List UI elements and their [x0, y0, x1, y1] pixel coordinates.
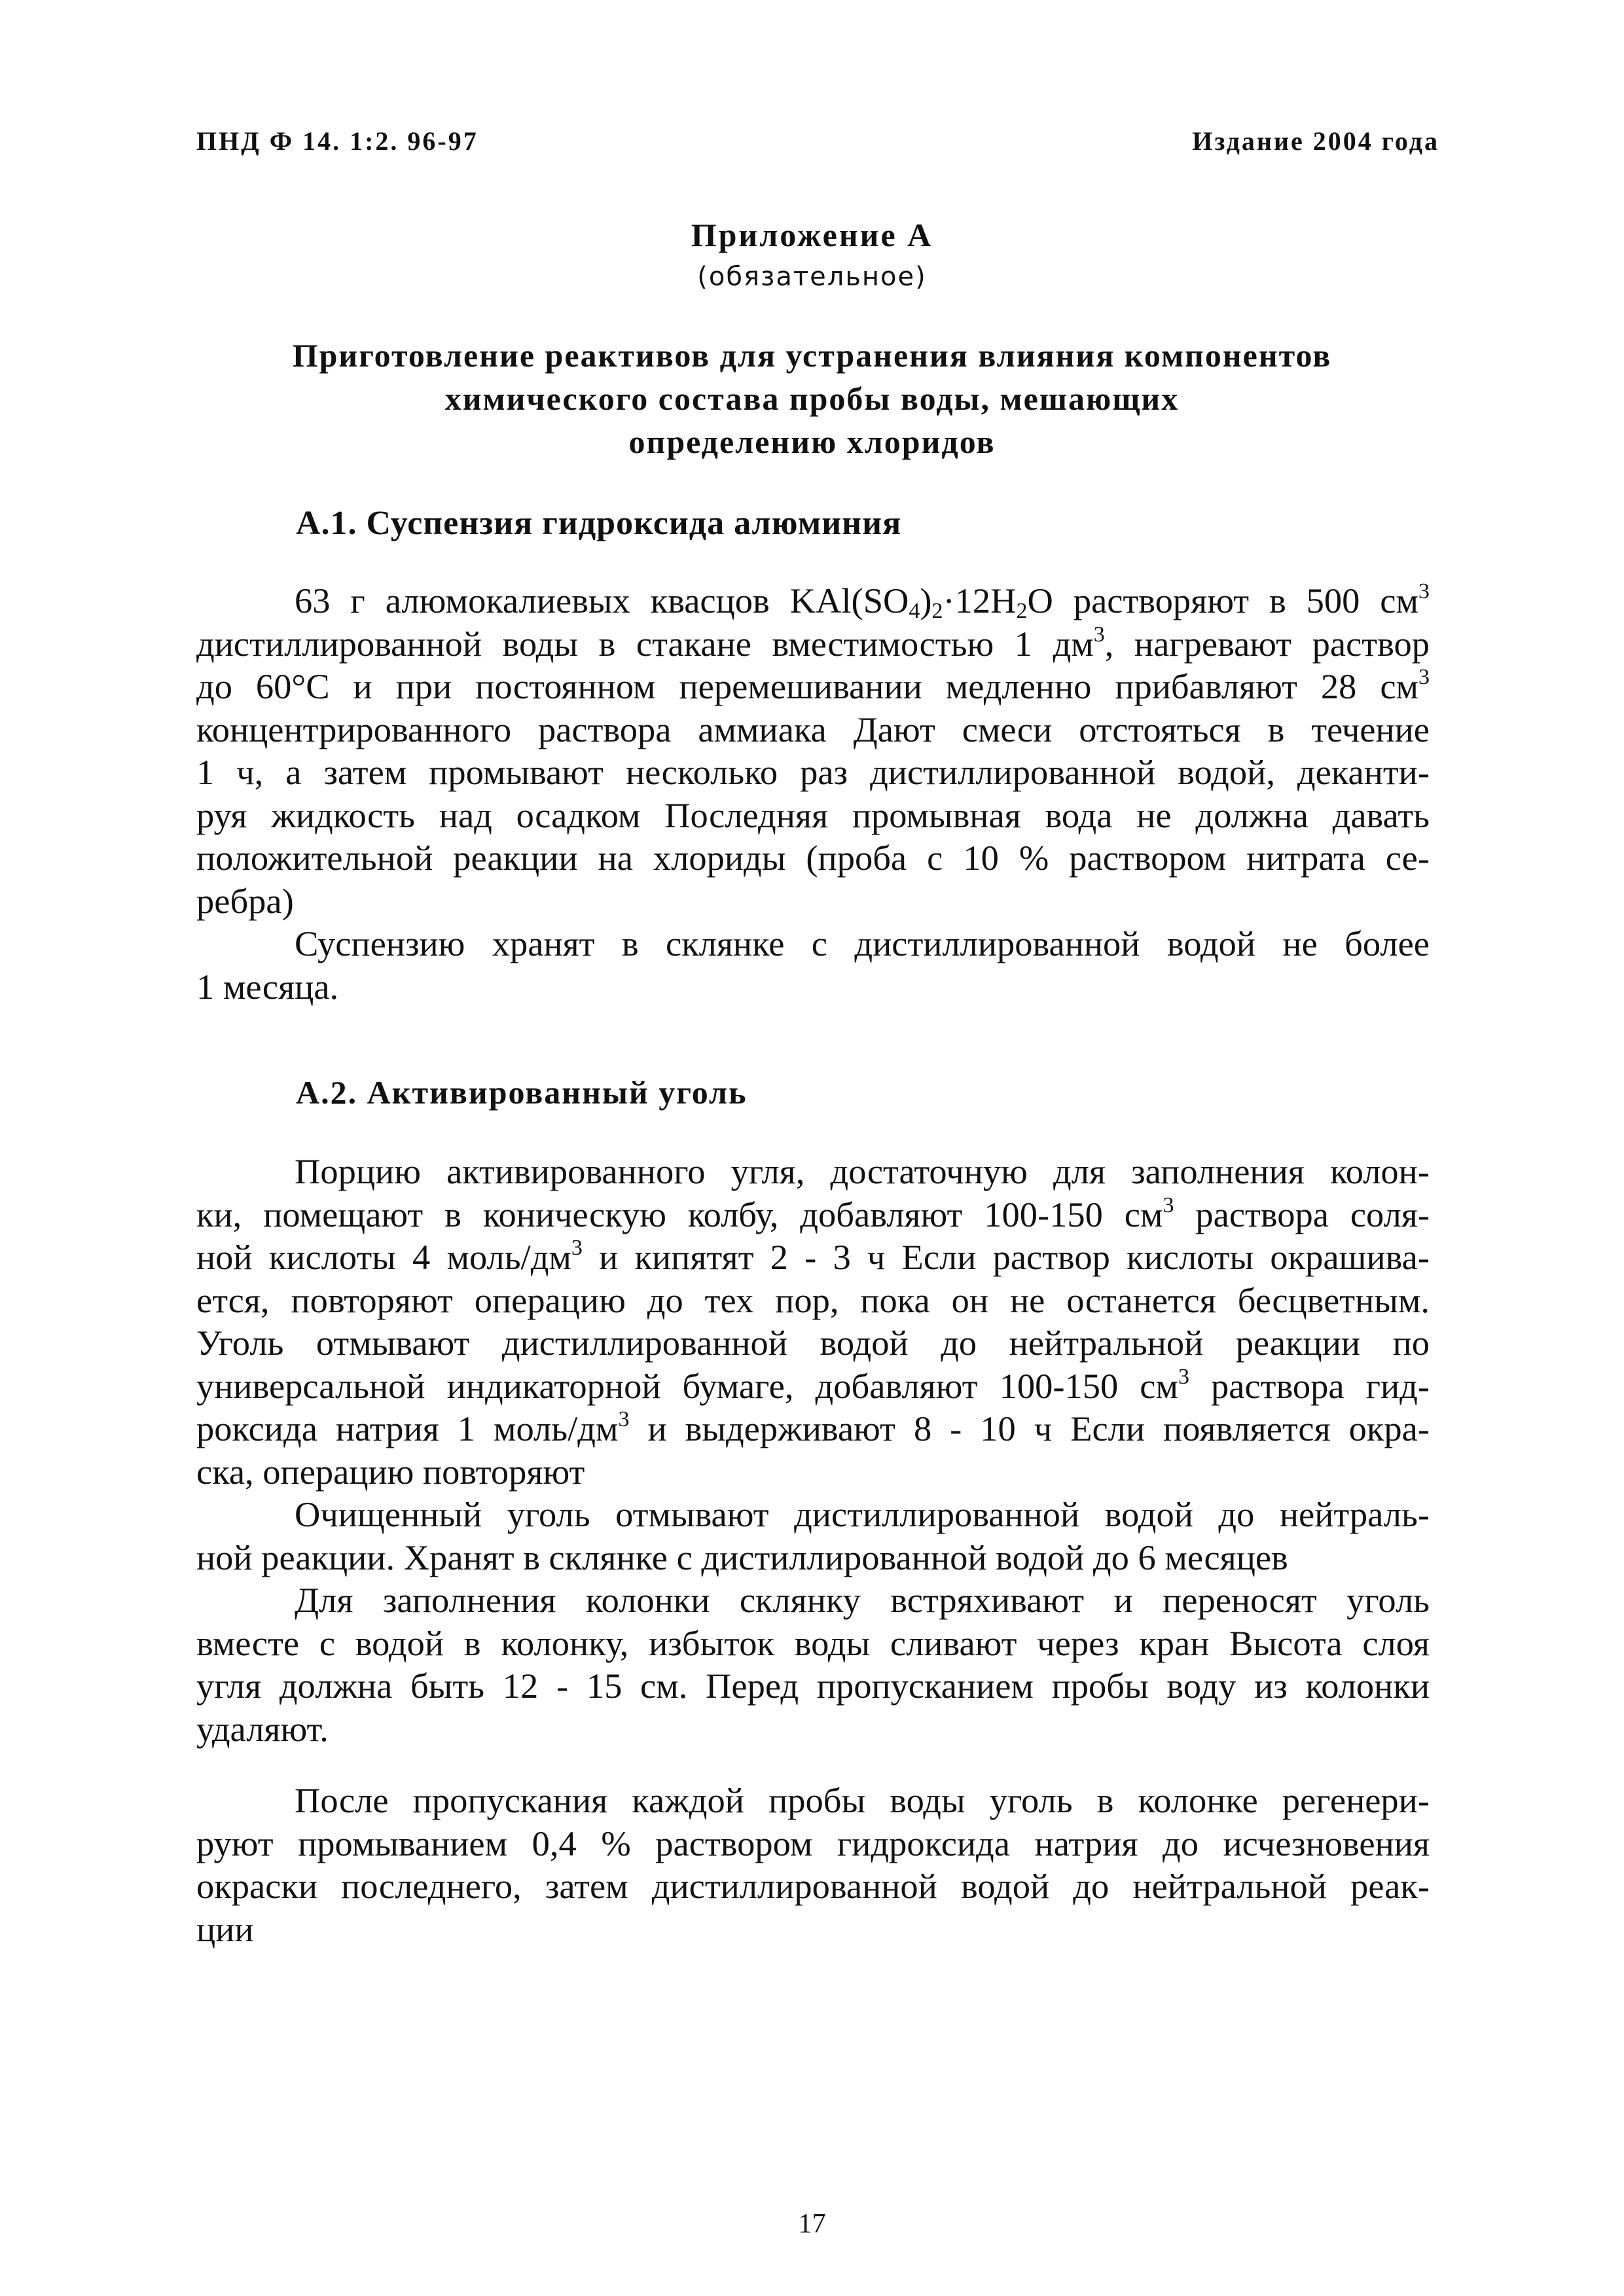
section-heading-a1: А.1. Суспензия гидроксида алюминия — [296, 505, 902, 542]
text-line: Порцию активированного угля, достаточную для заполнения колон- — [295, 1151, 1430, 1191]
section-a2-body — [196, 1150, 1430, 1750]
section-a1-body — [196, 579, 1430, 1008]
text-line: руют промыванием 0,4 % раствором гидроксида натрия до исчезновения — [196, 1823, 1430, 1863]
text-line: дистиллированной воды в стакане вместимостью 1 $дм^3$, нагревают раствор — [196, 622, 1430, 664]
section-heading-a2: А.2. Активированный уголь — [296, 1074, 748, 1111]
main-title-line: Приготовление реактивов для устранения влияния компонентов — [292, 337, 1332, 374]
text-line: положительной реакции на хлориды (проба с 10 % раствором нитрата се- — [196, 838, 1430, 878]
text-line: до 60°С и при постоянном перемешивании медленно прибавляют 28 $см^3$ — [196, 665, 1430, 706]
text-line: После пропускания каждой пробы воды уголь в колонке регенери- — [295, 1780, 1430, 1820]
text-line: окраски последнего, затем дистиллированной водой до нейтральной реак- — [196, 1866, 1430, 1906]
text-line: ска, операцию повторяют — [196, 1451, 585, 1492]
text-line: Уголь отмывают дистиллированной водой до нейтральной реакции по — [196, 1323, 1430, 1363]
text-line: ки, помещают в коническую колбу, добавляют 100-150 $см^3$ раствора соля- — [196, 1193, 1430, 1234]
text-line: Суспензию хранят в склянке с дистиллированной водой не более — [295, 924, 1430, 963]
text-line: 1 ч, а затем промывают несколько раз дистиллированной водой, деканти- — [196, 752, 1430, 792]
text-line: ции — [196, 1909, 254, 1949]
main-title — [0, 334, 1624, 463]
main-title-line: химического состава пробы воды, мешающих — [444, 380, 1180, 417]
text-line: концентрированного раствора аммиака Дают смеси отстояться в течение — [196, 709, 1430, 749]
text-line: 1 месяца. — [196, 966, 339, 1007]
section-a2-body-continued — [196, 1779, 1430, 1950]
text-line: угля должна быть 12 - 15 см. Перед пропусканием пробы воду из колонки — [196, 1666, 1430, 1706]
text-line: руя жидкость над осадком Последняя промывная вода не должна давать — [196, 795, 1430, 835]
document-code: ПНД Ф 14. 1:2. 96-97 — [196, 126, 478, 156]
text-line: Очищенный уголь отмывают дистиллированной водой до нейтраль- — [295, 1494, 1430, 1534]
text-line: ной кислоты 4 моль/$дм^3$ и кипятят 2 - 3 ч Если раствор кислоты окрашива- — [196, 1236, 1430, 1277]
text-line: Для заполнения колонки склянку встряхивают и переносят уголь — [295, 1580, 1430, 1620]
text-line: ребра) — [196, 880, 294, 921]
text-line: удаляют. — [196, 1708, 329, 1749]
text-line: ной реакции. Хранят в склянке с дистиллированной водой до 6 месяцев — [196, 1537, 1288, 1577]
text-line: 63 г алюмокалиевых квасцов $KAl(SO_4)_2\cdot 12H_2O$ растворяют в 500 $см^3$ — [295, 579, 1430, 623]
text-line: вместе с водой в колонку, избыток воды сливают через кран Высота слоя — [196, 1623, 1430, 1663]
main-title-line: определению хлоридов — [628, 423, 996, 460]
appendix-title: Приложение А — [691, 217, 933, 253]
edition-label: Издание 2004 года — [1192, 126, 1439, 156]
page-number: 17 — [798, 2209, 826, 2239]
text-line: универсальной индикаторной бумаге, добавляют 100-150 $см^3$ раствора гид- — [196, 1364, 1430, 1406]
appendix-subtitle: (обязательное) — [697, 262, 927, 292]
text-line: роксида натрия 1 моль/$дм^3$ и выдерживают 8 - 10 ч Если появляется окра- — [196, 1407, 1430, 1448]
text-line: ется, повторяют операцию до тех пор, пока он не останется бесцветным. — [196, 1280, 1430, 1320]
